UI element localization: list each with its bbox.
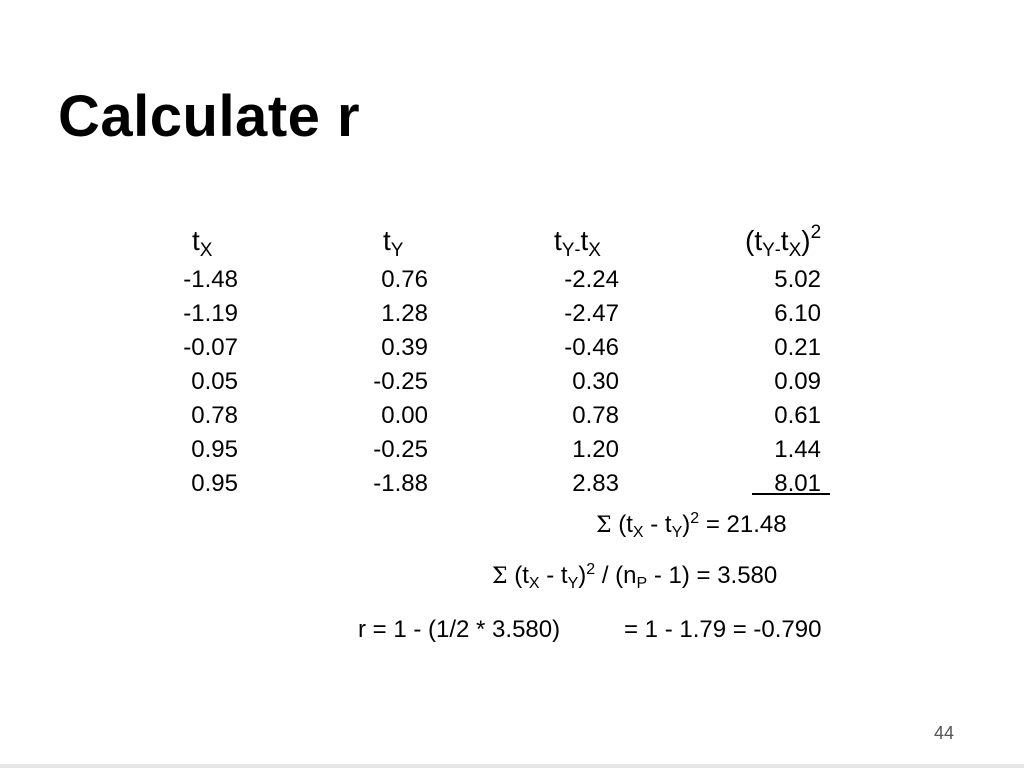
header-ty-sub: Y: [390, 240, 404, 261]
table-cell: -0.25: [373, 436, 428, 463]
header-ty: [383, 225, 404, 261]
table-cell: 1.20: [572, 436, 619, 463]
table-cell: -0.46: [564, 334, 619, 361]
formula-result: - 1) = 3.580: [647, 562, 778, 589]
header-diff-squared: [745, 222, 822, 261]
table-cell: 0.61: [774, 402, 821, 429]
table-cell: -0.07: [183, 334, 238, 361]
header-sq-sub1: Y: [762, 240, 775, 261]
column-tx: [160, 263, 238, 501]
formula-text: (t: [514, 562, 529, 589]
header-diff-sub2: X: [588, 240, 601, 261]
header-ty-minus-tx: [554, 225, 601, 261]
table-cell: -0.25: [373, 368, 428, 395]
table-cell: 1.28: [381, 300, 428, 327]
formula-text: (t: [618, 511, 633, 538]
formula-text: / (n: [595, 562, 637, 589]
header-diff-main2: t: [580, 225, 589, 256]
sigma-icon: Σ: [492, 564, 508, 589]
header-sq-op: -: [774, 239, 781, 259]
formula-sub: X: [528, 575, 540, 592]
header-sq-main2: t: [780, 225, 789, 256]
formula-sub: Y: [567, 575, 579, 592]
formula-sup: 2: [690, 510, 700, 527]
table-cell: -2.47: [564, 300, 619, 327]
table-cell: 8.01: [774, 470, 821, 497]
r-formula-left: r = 1 - (1/2 * 3.580): [358, 616, 561, 643]
formula-sub: X: [632, 524, 644, 541]
table-cell: 6.10: [774, 300, 821, 327]
bottom-bar: [0, 764, 1024, 768]
table-cell: 0.30: [572, 368, 619, 395]
table-cell: 0.76: [381, 266, 428, 293]
formula-sub: Y: [671, 524, 683, 541]
header-sq-close: ): [801, 225, 811, 256]
table-cell: 0.39: [381, 334, 428, 361]
table-cell: 0.21: [774, 334, 821, 361]
r-formula-right: = 1 - 1.79 = -0.790: [624, 616, 822, 643]
table-cell: 0.95: [191, 436, 238, 463]
table-cell: 0.09: [774, 368, 821, 395]
sigma-icon: Σ: [596, 513, 612, 538]
sum-underline: [752, 493, 830, 495]
formula-sup: 2: [586, 561, 596, 578]
table-cell: 0.00: [381, 402, 428, 429]
header-sq-open: (t: [745, 225, 763, 256]
header-sq-sup: 2: [810, 222, 822, 243]
formula-result: = 21.48: [699, 511, 787, 538]
mean-squared-formula: [492, 561, 777, 592]
table-cell: 0.78: [191, 402, 238, 429]
column-ty-minus-tx: [541, 263, 619, 501]
table-cell: -2.24: [564, 266, 619, 293]
sum-squared-formula: [596, 510, 787, 541]
table-cell: 5.02: [774, 266, 821, 293]
formula-text: - t: [643, 511, 672, 538]
page-number: 44: [934, 723, 955, 743]
header-sq-sub2: X: [788, 240, 802, 261]
table-cell: 0.95: [191, 470, 238, 497]
header-tx: [192, 225, 213, 261]
header-tx-main: t: [192, 225, 200, 256]
formula-text: - t: [539, 562, 568, 589]
header-ty-main: t: [383, 225, 391, 256]
column-ty: [350, 263, 428, 501]
formula-text: ): [682, 511, 691, 538]
column-diff-squared: [743, 263, 821, 501]
table-cell: 0.05: [191, 368, 238, 395]
header-tx-sub: X: [199, 240, 213, 261]
formula-sub: P: [636, 575, 648, 592]
header-diff-main1: t: [554, 225, 562, 256]
header-diff-op: -: [574, 239, 581, 259]
table-cell: -1.48: [183, 266, 238, 293]
table-cell: 1.44: [774, 436, 821, 463]
table-cell: -1.88: [373, 470, 428, 497]
table-cell: 0.78: [572, 402, 619, 429]
table-cell: -1.19: [183, 300, 238, 327]
formula-text: ): [578, 562, 587, 589]
table-cell: 2.83: [572, 470, 619, 497]
header-diff-sub1: Y: [561, 240, 575, 261]
slide-title: Calculate r: [58, 84, 361, 149]
